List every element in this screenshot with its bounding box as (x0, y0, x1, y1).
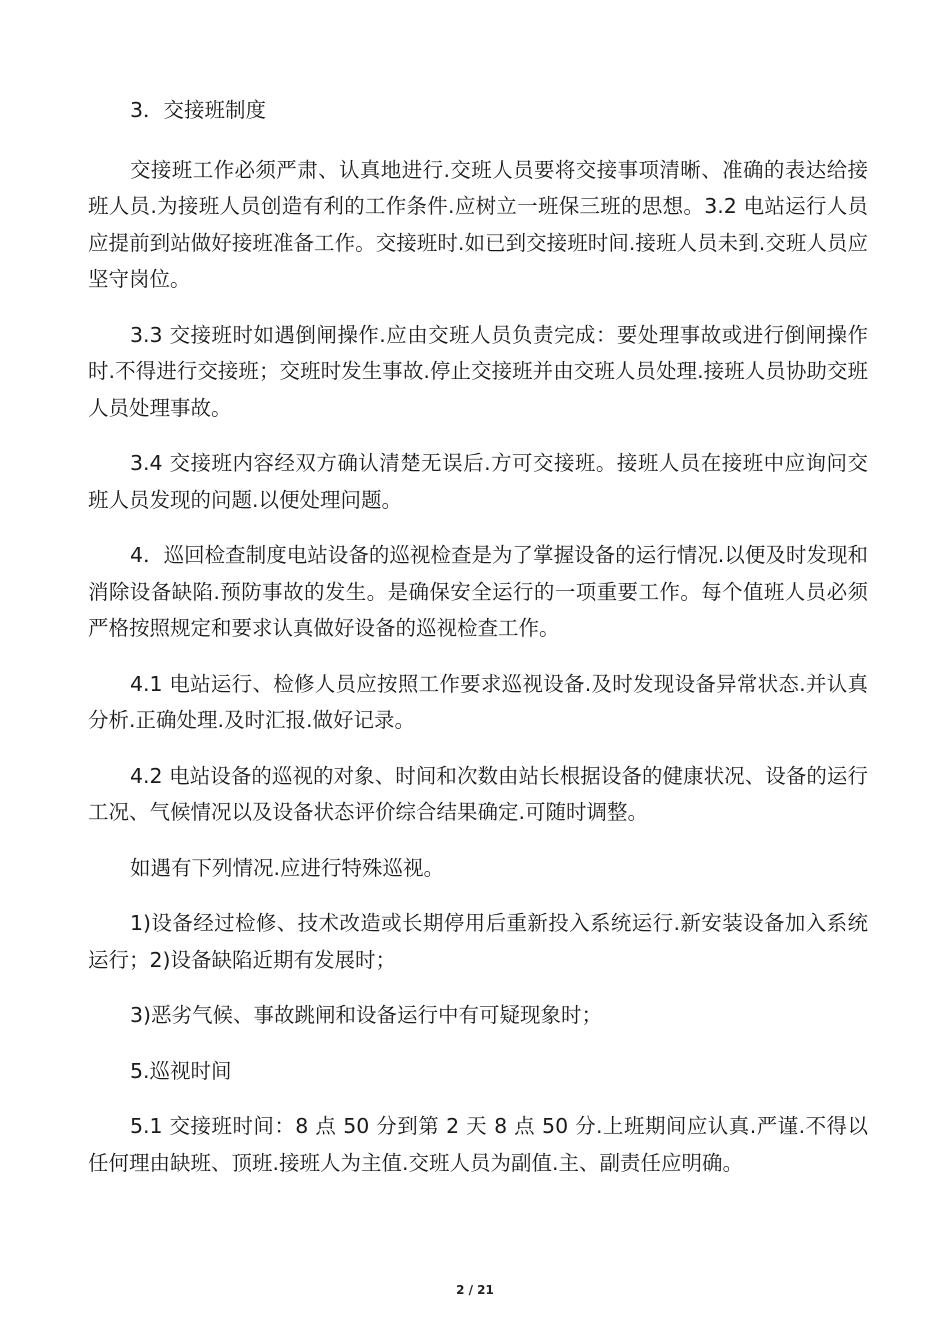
paragraph-3-3: 3.3 交接班时如遇倒闸操作.应由交班人员负责完成：要处理事故或进行倒闸操作时.不得进行交接班；交班时发生事故.停止交接班并由交班人员处理.接班人员协助交班人员处理事故。 (88, 322, 868, 420)
document-body (88, 92, 868, 1200)
paragraph-list-item-3: 3)恶劣气候、事故跳闸和设备运行中有可疑现象时； (130, 1003, 603, 1027)
paragraph-4-2: 4.2 电站设备的巡视的对象、时间和次数由站长根据设备的健康状况、设备的运行工况、气候情况以及设备状态评价综合结果确定.可随时调整。 (88, 763, 868, 824)
paragraph-handover-requirements: 交接班工作必须严肃、认真地进行.交班人员要将交接事项清晰、准确的表达给接班人员.为接班人员创造有利的工作条件.应树立一班保三班的思想。3.2 电站运行人员应提前到站做好接班准备工作。交接班时.如已到交接班时间.接班人员未到.交班人员应坚守岗位。 (88, 157, 868, 291)
paragraph-inspection-system: 4．巡回检查制度电站设备的巡视检查是为了掌握设备的运行情况.以便及时发现和消除设备缺陷.预防事故的发生。是确保安全运行的一项重要工作。每个值班人员必须严格按照规定和要求认真做好设备的巡视检查工作。 (88, 543, 868, 640)
page-number: 2 / 21 (456, 1283, 494, 1297)
paragraph-5-1: 5.1 交接班时间：8 点 50 分到第 2 天 8 点 50 分.上班期间应认真.严谨.不得以任何理由缺班、顶班.接班人为主值.交班人员为副值.主、副责任应明确。 (88, 1114, 868, 1175)
paragraph-list-items-1-2: 1)设备经过检修、技术改造或长期停用后重新投入系统运行.新安装设备加入系统运行；2)设备缺陷近期有发展时； (88, 911, 868, 972)
paragraph-special-inspection: 如遇有下列情况.应进行特殊巡视。 (130, 855, 445, 880)
section-heading-inspection-time: 5.巡视时间 (130, 1058, 232, 1083)
section-heading-handover-system: 3．交接班制度 (130, 98, 267, 122)
paragraph-3-4: 3.4 交接班内容经双方确认清楚无误后.方可交接班。接班人员在接班中应询问交班人员发现的问题.以便处理问题。 (88, 451, 868, 512)
paragraph-4-1: 4.1 电站运行、检修人员应按照工作要求巡视设备.及时发现设备异常状态.并认真分析.正确处理.及时汇报.做好记录。 (88, 671, 868, 732)
